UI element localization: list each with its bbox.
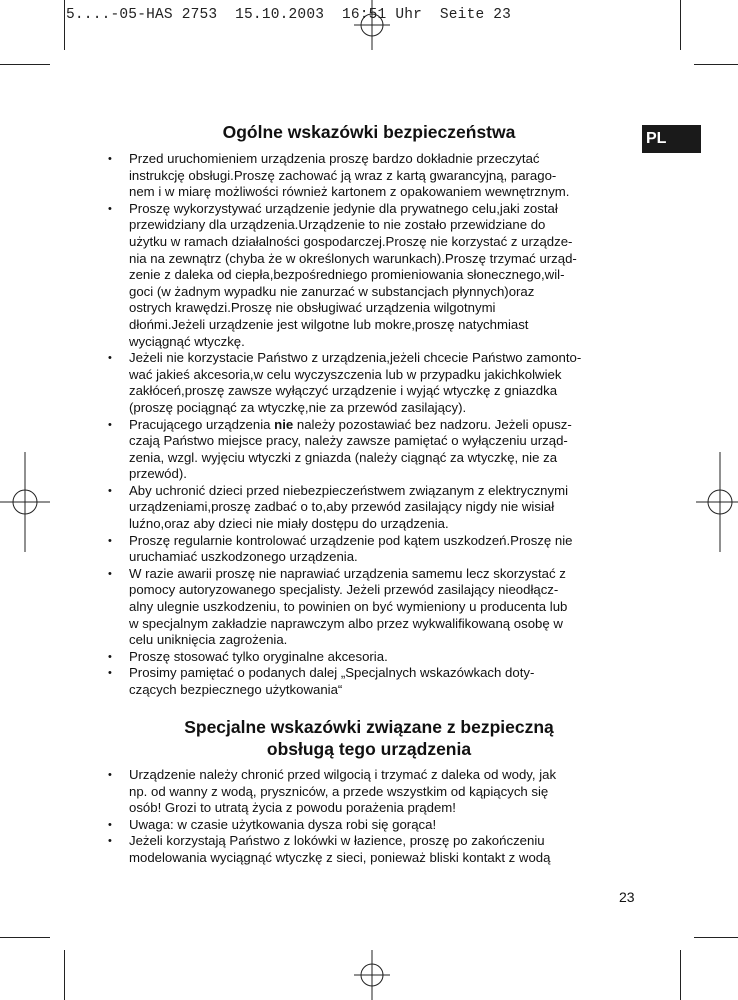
crop-mark-bottom-left-v [64,950,65,1000]
list-item-text: należy pozostawiać bez nadzoru. Jeżeli opusz- czają Państwo miejsce pracy, należy zawsze pamiętać o wyłączeniu urząd- zenia, wzgl. wyjęciu wtyczki z gniazda (należy ciągnąć za wtyczkę, nie za przewód). [129,416,572,482]
crop-mark-bottom-right-v [680,950,681,1000]
page-number: 23 [619,889,635,905]
print-slug: 5....-05-HAS 2753 15.10.2003 16:51 Uhr Seite 23 [66,7,512,23]
list-item: • Prosimy pamiętać o podanych dalej „Specjalnych wskazówkach doty- czących bezpiecznego użytkowania“ [108,665,638,698]
list-item: • Uwaga: w czasie użytkowania dysza robi się gorąca! [108,817,638,834]
list-item: • W razie awarii proszę nie naprawiać urządzenia samemu lecz skorzystać z pomocy autoryzowanego specjalisty. Jeżeli przewód zasilający nieodłącz- alny ulegnie uszkodzeniu, to powinien on być wymieniony u producenta lub w specjalnym zakładzie naprawczym albo przez wykwalifikowaną osobę w celu uniknięcia zagrożenia. [108,566,638,649]
registration-mark-right [688,452,738,552]
list-item: • Jeżeli korzystają Państwo z lokówki w łazience, proszę po zakończeniu modelowania wyciągnąć wtyczkę z sieci, ponieważ bliski kontakt z wodą [108,833,638,866]
crop-mark-top-right-h [694,64,738,65]
section2-title-line2: obsługą tego urządzenia [266,739,472,759]
list-item-emphasis: nie [274,416,294,432]
registration-mark-left [0,452,50,552]
crop-mark-bottom-right-h [694,937,738,938]
list-item: • Przed uruchomieniem urządzenia proszę bardzo dokładnie przeczytać instrukcję obsługi.Proszę zachować ją wraz z kartą gwarancyjną, parago- nem i w miarę możliwości również kartonem z opakowaniem wewnętrznym. [108,151,638,201]
crop-mark-bottom-left-h [0,937,50,938]
list-item: • Urządzenie należy chronić przed wilgocią i trzymać z daleka od wody, jak np. od wanny z wodą, pryszniców, a przede wszystkim od kąpiących się osób! Grozi to utratą życia z powodu porażenia prądem! [108,767,638,817]
list-item: • Proszę stosować tylko oryginalne akcesoria. [108,649,638,666]
section1-title: Ogólne wskazówki bezpieczeństwa [222,122,516,142]
list-item: • Proszę regularnie kontrolować urządzenie pod kątem uszkodzeń.Proszę nie uruchamiać uszkodzonego urządzenia. [108,533,638,566]
list-item: • Aby uchronić dzieci przed niebezpieczeństwem związanym z elektrycznymi urządzeniami,proszę zadbać o to,aby przewód zasilający nigdy nie wisiał luźno,oraz aby dzieci nie miały dostępu do urządzenia. [108,483,638,533]
crop-mark-top-left-h [0,64,50,65]
list-item: • Jeżeli nie korzystacie Państwo z urządzenia,jeżeli chcecie Państwo zamonto- wać jakieś akcesoria,w celu wyczyszczenia lub w przypadku jakichkolwiek zakłóceń,proszę zawsze wyłączyć urządzenie i wyjąć wtyczkę z gniazdka (proszę pociągnąć za wtyczkę,nie za przewód zasilający). [108,350,638,416]
section1-list [108,151,638,699]
list-item: • Proszę wykorzystywać urządzenie jedynie dla prywatnego celu,jaki został przewidziany dla urządzenia.Urządzenie to nie zostało przewidziane do użytku w ramach działalności gospodarczej.Proszę nie korzystać z urządze- nia na zewnątrz (chyba że w określonych warunkach).Proszę trzymać urząd- zenie z daleka od ciepła,bezpośredniego promieniowania słonecznego,wil- goci (w żadnym wypadku nie zanurzać w substancjach płynnych)oraz ostrych krawędzi.Proszę nie obsługiwać urządzenia wilgotnymi dłońmi.Jeżeli urządzenie jest wilgotne lub mokre,proszę natychmiast wyciągnąć wtyczkę. [108,201,638,350]
language-tab: PL [642,125,701,153]
registration-mark-top [352,0,392,50]
list-item [108,417,638,483]
crop-mark-top-left-v [64,0,65,50]
registration-mark-bottom [352,950,392,1000]
list-item-text: Pracującego urządzenia [129,416,275,432]
section2-list [108,767,638,867]
crop-mark-top-right-v [680,0,681,50]
section2-title-line1: Specjalne wskazówki związane z bezpieczną [184,717,554,737]
